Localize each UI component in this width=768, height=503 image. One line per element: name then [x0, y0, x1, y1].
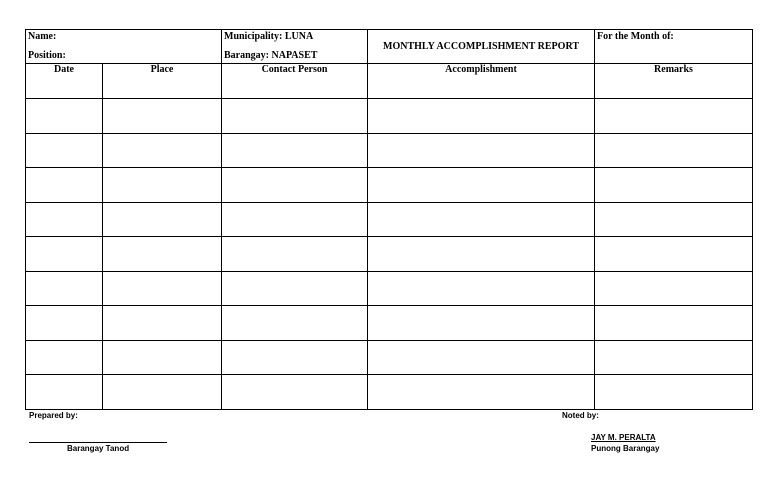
table-cell[interactable] — [26, 168, 103, 203]
table-cell[interactable] — [368, 99, 595, 134]
name-position-cell — [26, 30, 222, 64]
noted-by-label: Noted by: — [562, 411, 599, 420]
column-header-accomplishment: Accomplishment — [368, 64, 595, 99]
table-cell[interactable] — [595, 306, 753, 341]
table-cell[interactable] — [103, 375, 222, 410]
prepared-signature-line — [29, 442, 167, 443]
table-cell[interactable] — [26, 133, 103, 168]
table-cell[interactable] — [595, 202, 753, 237]
accomplishment-report-table — [25, 29, 753, 410]
table-cell[interactable] — [103, 99, 222, 134]
table-cell[interactable] — [26, 237, 103, 272]
column-header-place: Place — [103, 64, 222, 99]
municipality-label: Municipality: LUNA — [224, 31, 314, 42]
report-title: MONTHLY ACCOMPLISHMENT REPORT — [368, 30, 595, 64]
table-cell[interactable] — [26, 375, 103, 410]
table-cell[interactable] — [26, 202, 103, 237]
table-cell[interactable] — [26, 306, 103, 341]
table-row — [26, 133, 753, 168]
column-header-remarks: Remarks — [595, 64, 753, 99]
month-label: For the Month of: — [597, 31, 674, 42]
table-cell[interactable] — [368, 202, 595, 237]
table-cell[interactable] — [222, 306, 368, 341]
table-cell[interactable] — [368, 271, 595, 306]
column-header-row — [26, 64, 753, 99]
table-cell[interactable] — [103, 340, 222, 375]
table-row — [26, 375, 753, 410]
table-cell[interactable] — [103, 202, 222, 237]
prepared-role: Barangay Tanod — [67, 444, 130, 453]
column-header-date: Date — [26, 64, 103, 99]
location-cell — [222, 30, 368, 64]
table-row — [26, 306, 753, 341]
table-cell[interactable] — [222, 133, 368, 168]
table-row — [26, 202, 753, 237]
table-row — [26, 271, 753, 306]
table-cell[interactable] — [222, 202, 368, 237]
table-cell[interactable] — [595, 340, 753, 375]
barangay-label: Barangay: NAPASET — [224, 50, 318, 61]
table-cell[interactable] — [103, 168, 222, 203]
table-cell[interactable] — [26, 271, 103, 306]
table-cell[interactable] — [595, 271, 753, 306]
table-cell[interactable] — [222, 237, 368, 272]
noted-name: JAY M. PERALTA — [591, 433, 656, 442]
table-cell[interactable] — [595, 133, 753, 168]
table-row — [26, 237, 753, 272]
table-cell[interactable] — [595, 99, 753, 134]
table-cell[interactable] — [595, 375, 753, 410]
table-cell[interactable] — [26, 99, 103, 134]
prepared-by-label: Prepared by: — [29, 411, 78, 420]
table-cell[interactable] — [222, 340, 368, 375]
column-header-contact-person: Contact Person — [222, 64, 368, 99]
table-cell[interactable] — [103, 237, 222, 272]
table-row — [26, 99, 753, 134]
report-sheet — [25, 29, 752, 410]
table-cell[interactable] — [26, 340, 103, 375]
table-cell[interactable] — [103, 306, 222, 341]
table-cell[interactable] — [368, 237, 595, 272]
table-cell[interactable] — [368, 375, 595, 410]
table-cell[interactable] — [368, 168, 595, 203]
table-cell[interactable] — [222, 99, 368, 134]
table-cell[interactable] — [103, 271, 222, 306]
table-cell[interactable] — [595, 168, 753, 203]
month-cell — [595, 30, 753, 64]
table-cell[interactable] — [222, 375, 368, 410]
table-row — [26, 340, 753, 375]
noted-role: Punong Barangay — [591, 444, 660, 453]
table-body — [26, 99, 753, 410]
table-cell[interactable] — [368, 133, 595, 168]
table-cell[interactable] — [595, 237, 753, 272]
table-cell[interactable] — [222, 271, 368, 306]
name-label: Name: — [28, 31, 57, 42]
position-label: Position: — [28, 50, 66, 61]
table-cell[interactable] — [103, 133, 222, 168]
table-cell[interactable] — [222, 168, 368, 203]
table-cell[interactable] — [368, 306, 595, 341]
table-cell[interactable] — [368, 340, 595, 375]
table-row — [26, 168, 753, 203]
report-header-row — [26, 30, 753, 64]
